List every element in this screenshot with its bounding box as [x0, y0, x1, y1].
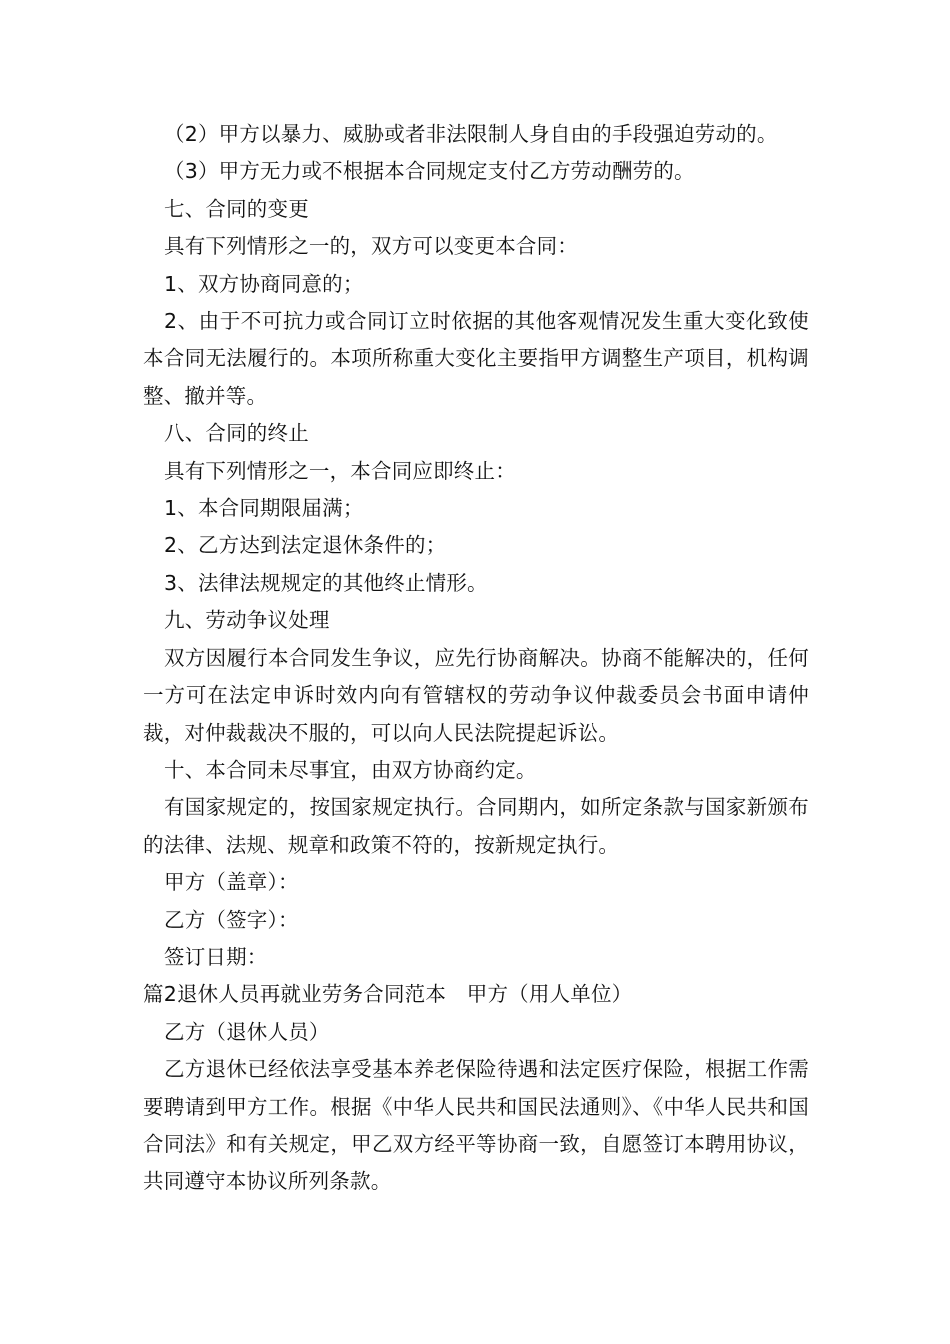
- termination-item-3: 3、法律法规规定的其他终止情形。: [164, 570, 488, 595]
- document-body: [143, 116, 823, 1201]
- change-item-2: 2、由于不可抗力或合同订立时依据的其他客观情况发生重大变化致使本合同无法履行的。本项所称重大变化主要指甲方调整生产项目，机构调整、撤并等。: [143, 309, 809, 408]
- party-b-retiree: 乙方（退休人员）: [164, 1019, 330, 1044]
- termination-item-1: 1、本合同期限届满；: [164, 496, 364, 521]
- paragraph-preamble: 乙方退休已经依法享受基本养老保险待遇和法定医疗保险，根据工作需要聘请到甲方工作。根据《中华人民共和国民法通则》、《中华人民共和国合同法》和有关规定，甲乙双方经平等协商一致，自愿签订本聘用协议，共同遵守本协议所列条款。: [143, 1057, 809, 1194]
- termination-item-2: 2、乙方达到法定退休条件的；: [164, 533, 447, 558]
- paragraph-termination-intro: 具有下列情形之一，本合同应即终止：: [164, 458, 516, 483]
- clause-3-nonpayment: （3）甲方无力或不根据本合同规定支付乙方劳动酬劳的。: [164, 159, 695, 184]
- signing-date: 签订日期：: [164, 944, 268, 969]
- document-heading-part-2: 篇2退休人员再就业劳务合同范本 甲方（用人单位）: [143, 982, 633, 1007]
- signature-party-b: 乙方（签字）：: [164, 907, 299, 932]
- section-heading-7: 七、合同的变更: [164, 196, 309, 221]
- section-heading-10: 十、本合同未尽事宜，由双方协商约定。: [164, 757, 537, 782]
- clause-2-violence: （2）甲方以暴力、威胁或者非法限制人身自由的手段强迫劳动的。: [164, 122, 778, 146]
- signature-party-a: 甲方（盖章）：: [164, 870, 299, 895]
- section-heading-8: 八、合同的终止: [164, 421, 309, 446]
- change-item-1: 1、双方协商同意的；: [164, 271, 364, 296]
- paragraph-national-rules: 有国家规定的，按国家规定执行。合同期内，如所定条款与国家新颁布的法律、法规、规章和政策不符的，按新规定执行。: [143, 795, 809, 857]
- section-heading-9: 九、劳动争议处理: [164, 608, 330, 633]
- paragraph-dispute: 双方因履行本合同发生争议，应先行协商解决。协商不能解决的，任何一方可在法定申诉时效内向有管辖权的劳动争议仲裁委员会书面申请仲裁，对仲裁裁决不服的，可以向人民法院提起诉讼。: [143, 645, 809, 745]
- paragraph-change-intro: 具有下列情形之一的，双方可以变更本合同：: [164, 234, 578, 259]
